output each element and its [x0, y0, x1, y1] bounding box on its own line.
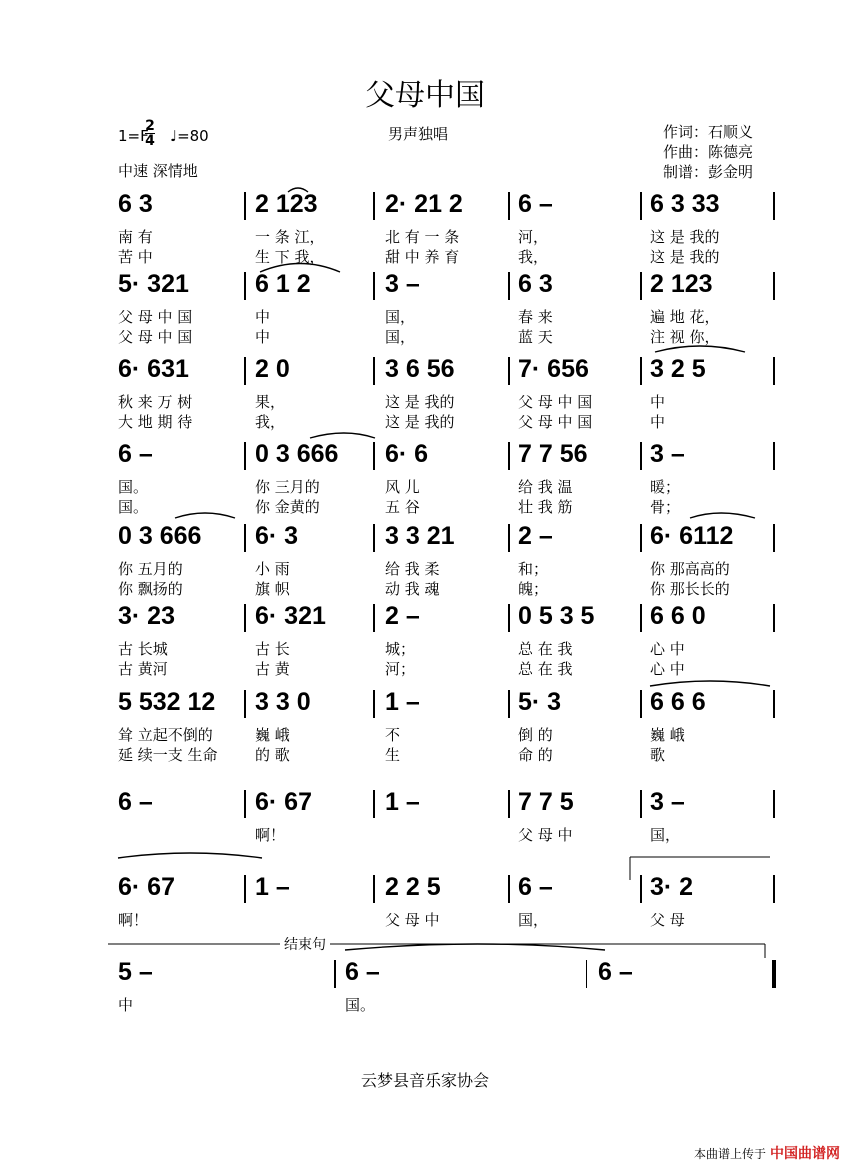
lyric-text: 骨； [650, 498, 681, 516]
lyric-text: 秋 来 万 树 [118, 393, 193, 411]
lyric-text: 魄； [518, 580, 549, 598]
lyric-text: 你 那高高的 [650, 560, 730, 578]
lyric-text: 总 在 我 [518, 640, 573, 658]
lyric-text: 古 长城 [118, 640, 168, 658]
lyric-text: 巍 峨 [255, 726, 290, 744]
lyric-text: 小 雨 [255, 560, 290, 578]
lyric-text: 和； [518, 560, 549, 578]
measure-notes: 3 – [650, 788, 685, 816]
measure-notes: 6· 67 [255, 788, 312, 816]
lyric-text: 父 母 中 [385, 911, 440, 929]
lyric-text: 蓝 天 [518, 328, 553, 346]
key-signature: 1=F [118, 127, 149, 145]
lyric-text: 南 有 [118, 228, 153, 246]
lyric-text: 这 是 我的 [385, 393, 455, 411]
lyric-text: 倒 的 [518, 726, 553, 744]
measure-notes: 6 – [345, 958, 380, 986]
lyric-text: 延 续一支 生命 [118, 746, 218, 764]
measure-notes: 2 0 [255, 355, 290, 383]
measure-notes: 7· 656 [518, 355, 589, 383]
measure-notes: 3· 2 [650, 873, 694, 901]
upload-text: 本曲谱上传于 [693, 1146, 766, 1161]
ending-label: 结束句 [280, 934, 330, 954]
measure-notes: 2 – [385, 602, 420, 630]
lyric-text: 甜 中 养 育 [385, 248, 460, 266]
measure-notes: 6 3 [118, 190, 153, 218]
lyric-text: 给 我 柔 [385, 560, 440, 578]
lyric-text: 河； [385, 660, 416, 678]
measure-notes: 6 – [598, 958, 633, 986]
lyric-text: 古 长 [255, 640, 290, 658]
lyric-text: 心 中 [650, 640, 685, 658]
lyric-text: 国。 [118, 478, 149, 496]
measure-notes: 6 1 2 [255, 270, 311, 298]
measure-notes: 6· 6 [385, 440, 429, 468]
lyric-text: 父 母 中 [518, 826, 573, 844]
composer-credit: 作曲：陈德亮 [663, 143, 754, 161]
lyric-text: 一 条 江， [255, 228, 325, 246]
lyric-text: 遍 地 花， [650, 308, 720, 326]
measure-notes: 6 – [518, 873, 553, 901]
lyric-text: 这 是 我的 [385, 413, 455, 431]
lyric-text: 古 黄 [255, 660, 290, 678]
measure-notes: 2· 21 2 [385, 190, 463, 218]
measure-notes: 7 7 56 [518, 440, 588, 468]
measure-notes: 6· 67 [118, 873, 175, 901]
lyric-text: 五 谷 [385, 498, 420, 516]
lyric-text: 中 [650, 393, 666, 411]
lyric-text: 巍 峨 [650, 726, 685, 744]
lyricist-credit: 作词：石顺义 [663, 123, 754, 141]
measure-notes: 2 123 [650, 270, 713, 298]
lyric-text: 动 我 魂 [385, 580, 440, 598]
transcriber-credit: 制谱：彭金明 [663, 163, 754, 181]
measure-notes: 1 – [385, 788, 420, 816]
measure-notes: 6 3 33 [650, 190, 720, 218]
measure-notes: 6 3 [518, 270, 553, 298]
measure-notes: 6 – [118, 440, 153, 468]
lyric-text: 暖； [650, 478, 681, 496]
lyric-text: 中 [255, 308, 271, 326]
lyric-text: 国， [518, 911, 549, 929]
lyric-text: 中 [118, 996, 134, 1014]
lyric-text: 我， [255, 413, 286, 431]
measure-notes: 1 – [255, 873, 290, 901]
lyric-text: 生 下 我， [255, 248, 325, 266]
lyric-text: 中 [255, 328, 271, 346]
measure-notes: 5 532 12 [118, 688, 216, 716]
lyric-text: 苦 中 [118, 248, 153, 266]
lyric-text: 父 母 中 国 [518, 413, 593, 431]
lyric-text: 这 是 我的 [650, 228, 720, 246]
measure-notes: 5 – [118, 958, 153, 986]
lyric-text: 城； [385, 640, 416, 658]
measure-notes: 1 – [385, 688, 420, 716]
lyric-text: 大 地 期 待 [118, 413, 193, 431]
lyric-text: 古 黄河 [118, 660, 168, 678]
measure-notes: 7 7 5 [518, 788, 574, 816]
measure-notes: 5· 3 [518, 688, 562, 716]
measure-notes: 3· 23 [118, 602, 175, 630]
lyric-text: 啊！ [118, 911, 149, 929]
lyric-text: 啊！ [255, 826, 286, 844]
measure-notes: 5· 321 [118, 270, 189, 298]
lyric-text: 注 视 你， [650, 328, 720, 346]
measure-notes: 0 3 666 [118, 522, 202, 550]
measure-notes: 0 5 3 5 [518, 602, 595, 630]
lyric-text: 生 [385, 746, 401, 764]
lyric-text: 父 母 中 国 [118, 328, 193, 346]
measure-notes: 6 – [118, 788, 153, 816]
lyric-text: 你 三月的 [255, 478, 320, 496]
measure-notes: 6 – [518, 190, 553, 218]
lyric-text: 河， [518, 228, 549, 246]
lyric-text: 耸 立起不倒的 [118, 726, 213, 744]
measure-notes: 3 3 21 [385, 522, 455, 550]
lyric-text: 不 [385, 726, 401, 744]
lyric-text: 春 来 [518, 308, 553, 326]
lyric-text: 果， [255, 393, 286, 411]
measure-notes: 2 – [518, 522, 553, 550]
measure-notes: 6 6 6 [650, 688, 706, 716]
upload-credit [694, 1143, 840, 1163]
lyric-text: 父 母 [650, 911, 685, 929]
lyric-text: 国。 [118, 498, 149, 516]
lyric-text: 这 是 我的 [650, 248, 720, 266]
measure-notes: 6· 321 [255, 602, 326, 630]
lyric-text: 国。 [345, 996, 376, 1014]
lyric-text: 风 儿 [385, 478, 420, 496]
lyric-text: 总 在 我 [518, 660, 573, 678]
lyric-text: 你 飘扬的 [118, 580, 183, 598]
time-signature: 2 4 [145, 118, 155, 149]
lyric-text: 旗 帜 [255, 580, 290, 598]
lyric-text: 父 母 中 国 [518, 393, 593, 411]
measure-notes: 3 3 0 [255, 688, 311, 716]
lyric-text: 国， [385, 328, 416, 346]
measure-notes: 3 6 56 [385, 355, 455, 383]
lyric-text: 心 中 [650, 660, 685, 678]
lyric-text: 你 五月的 [118, 560, 183, 578]
measure-notes: 6· 631 [118, 355, 189, 383]
lyric-text: 国， [650, 826, 681, 844]
measure-notes: 3 – [385, 270, 420, 298]
measure-notes: 0 3 666 [255, 440, 339, 468]
lyric-text: 父 母 中 国 [118, 308, 193, 326]
lyric-text: 我， [518, 248, 549, 266]
expression-marking: 中速 深情地 [118, 162, 198, 180]
lyric-text: 中 [650, 413, 666, 431]
measure-notes: 6· 3 [255, 522, 299, 550]
measure-notes: 3 2 5 [650, 355, 706, 383]
performance-type: 男声独唱 [388, 125, 449, 143]
site-logo[interactable]: 中国曲谱网 [770, 1146, 840, 1162]
score-title: 父母中国 [365, 78, 485, 113]
lyric-text: 国， [385, 308, 416, 326]
lyric-text: 命 的 [518, 746, 553, 764]
lyric-text: 的 歌 [255, 746, 290, 764]
publisher-footer: 云梦县音乐家协会 [360, 1071, 489, 1090]
lyric-text: 北 有 一 条 [385, 228, 460, 246]
lyric-text: 给 我 温 [518, 478, 573, 496]
measure-notes: 2 123 [255, 190, 318, 218]
measure-notes: 3 – [650, 440, 685, 468]
lyric-text: 你 那长长的 [650, 580, 730, 598]
lyric-text: 歌 [650, 746, 666, 764]
measure-notes: 6 6 0 [650, 602, 706, 630]
lyric-text: 你 金黄的 [255, 498, 320, 516]
tempo-marking: ♩=80 [170, 127, 209, 145]
lyric-text: 壮 我 筋 [518, 498, 573, 516]
measure-notes: 2 2 5 [385, 873, 441, 901]
measure-notes: 6· 6112 [650, 522, 734, 550]
